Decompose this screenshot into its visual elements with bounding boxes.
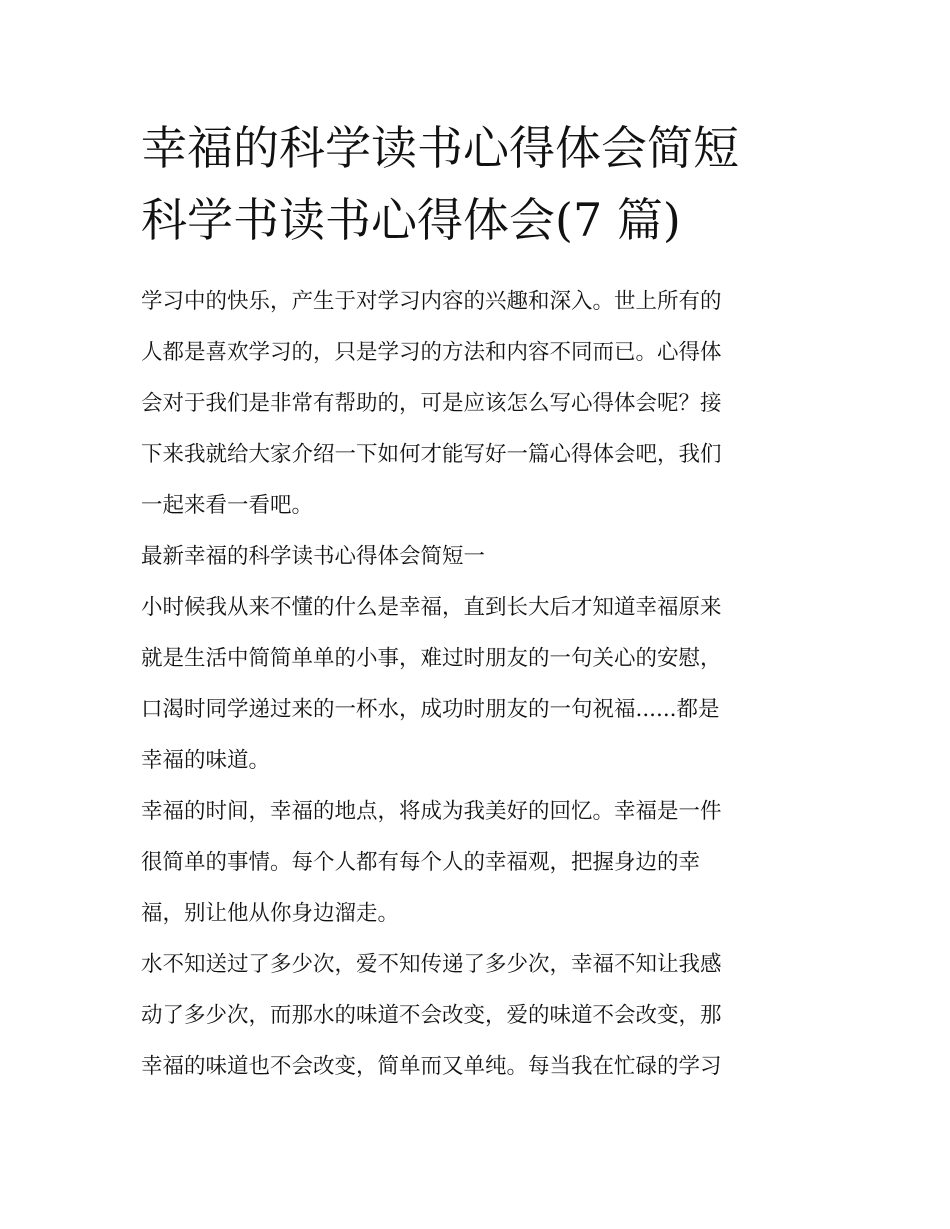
text-line: 动了多少次，而那水的味道不会改变，爱的味道不会改变，那 [141, 1003, 722, 1028]
text-line: 水不知送过了多少次，爱不知传递了多少次，幸福不知让我感 [141, 952, 722, 977]
text-line: 很简单的事情。每个人都有每个人的幸福观，把握身边的幸 [141, 850, 701, 875]
text-line: 下来我就给大家介绍一下如何才能写好一篇心得体会吧，我们 [141, 442, 722, 467]
title-line-1: 幸福的科学读书心得体会简短 [141, 121, 739, 175]
text-line: 幸福的味道。 [141, 748, 271, 773]
text-line: 就是生活中简简单单的小事，难过时朋友的一句关心的安慰， [141, 646, 722, 671]
body-paragraph-3 [141, 939, 813, 1092]
section-heading: 最新幸福的科学读书心得体会简短一 [141, 544, 486, 569]
document-title [141, 112, 813, 256]
title-line-2: 科学书读书心得体会(7 篇) [141, 193, 681, 247]
text-line: 小时候我从来不懂的什么是幸福，直到长大后才知道幸福原来 [141, 595, 722, 620]
text-line: 会对于我们是非常有帮助的，可是应该怎么写心得体会呢？接 [141, 391, 722, 416]
text-line: 幸福的时间，幸福的地点，将成为我美好的回忆。幸福是一件 [141, 799, 722, 824]
body-paragraph-2 [141, 786, 813, 939]
text-line: 福，别让他从你身边溜走。 [141, 901, 400, 926]
document-page [141, 112, 813, 1092]
text-line: 幸福的味道也不会改变，简单而又单纯。每当我在忙碌的学习 [141, 1054, 722, 1079]
text-line: 学习中的快乐，产生于对学习内容的兴趣和深入。世上所有的 [141, 289, 722, 314]
text-line: 人都是喜欢学习的，只是学习的方法和内容不同而已。心得体 [141, 340, 722, 365]
text-line: 一起来看一看吧。 [141, 493, 314, 518]
text-line: 口渴时同学递过来的一杯水，成功时朋友的一句祝福......都是 [141, 697, 720, 722]
body-paragraph-1 [141, 582, 813, 786]
intro-paragraph [141, 276, 813, 531]
